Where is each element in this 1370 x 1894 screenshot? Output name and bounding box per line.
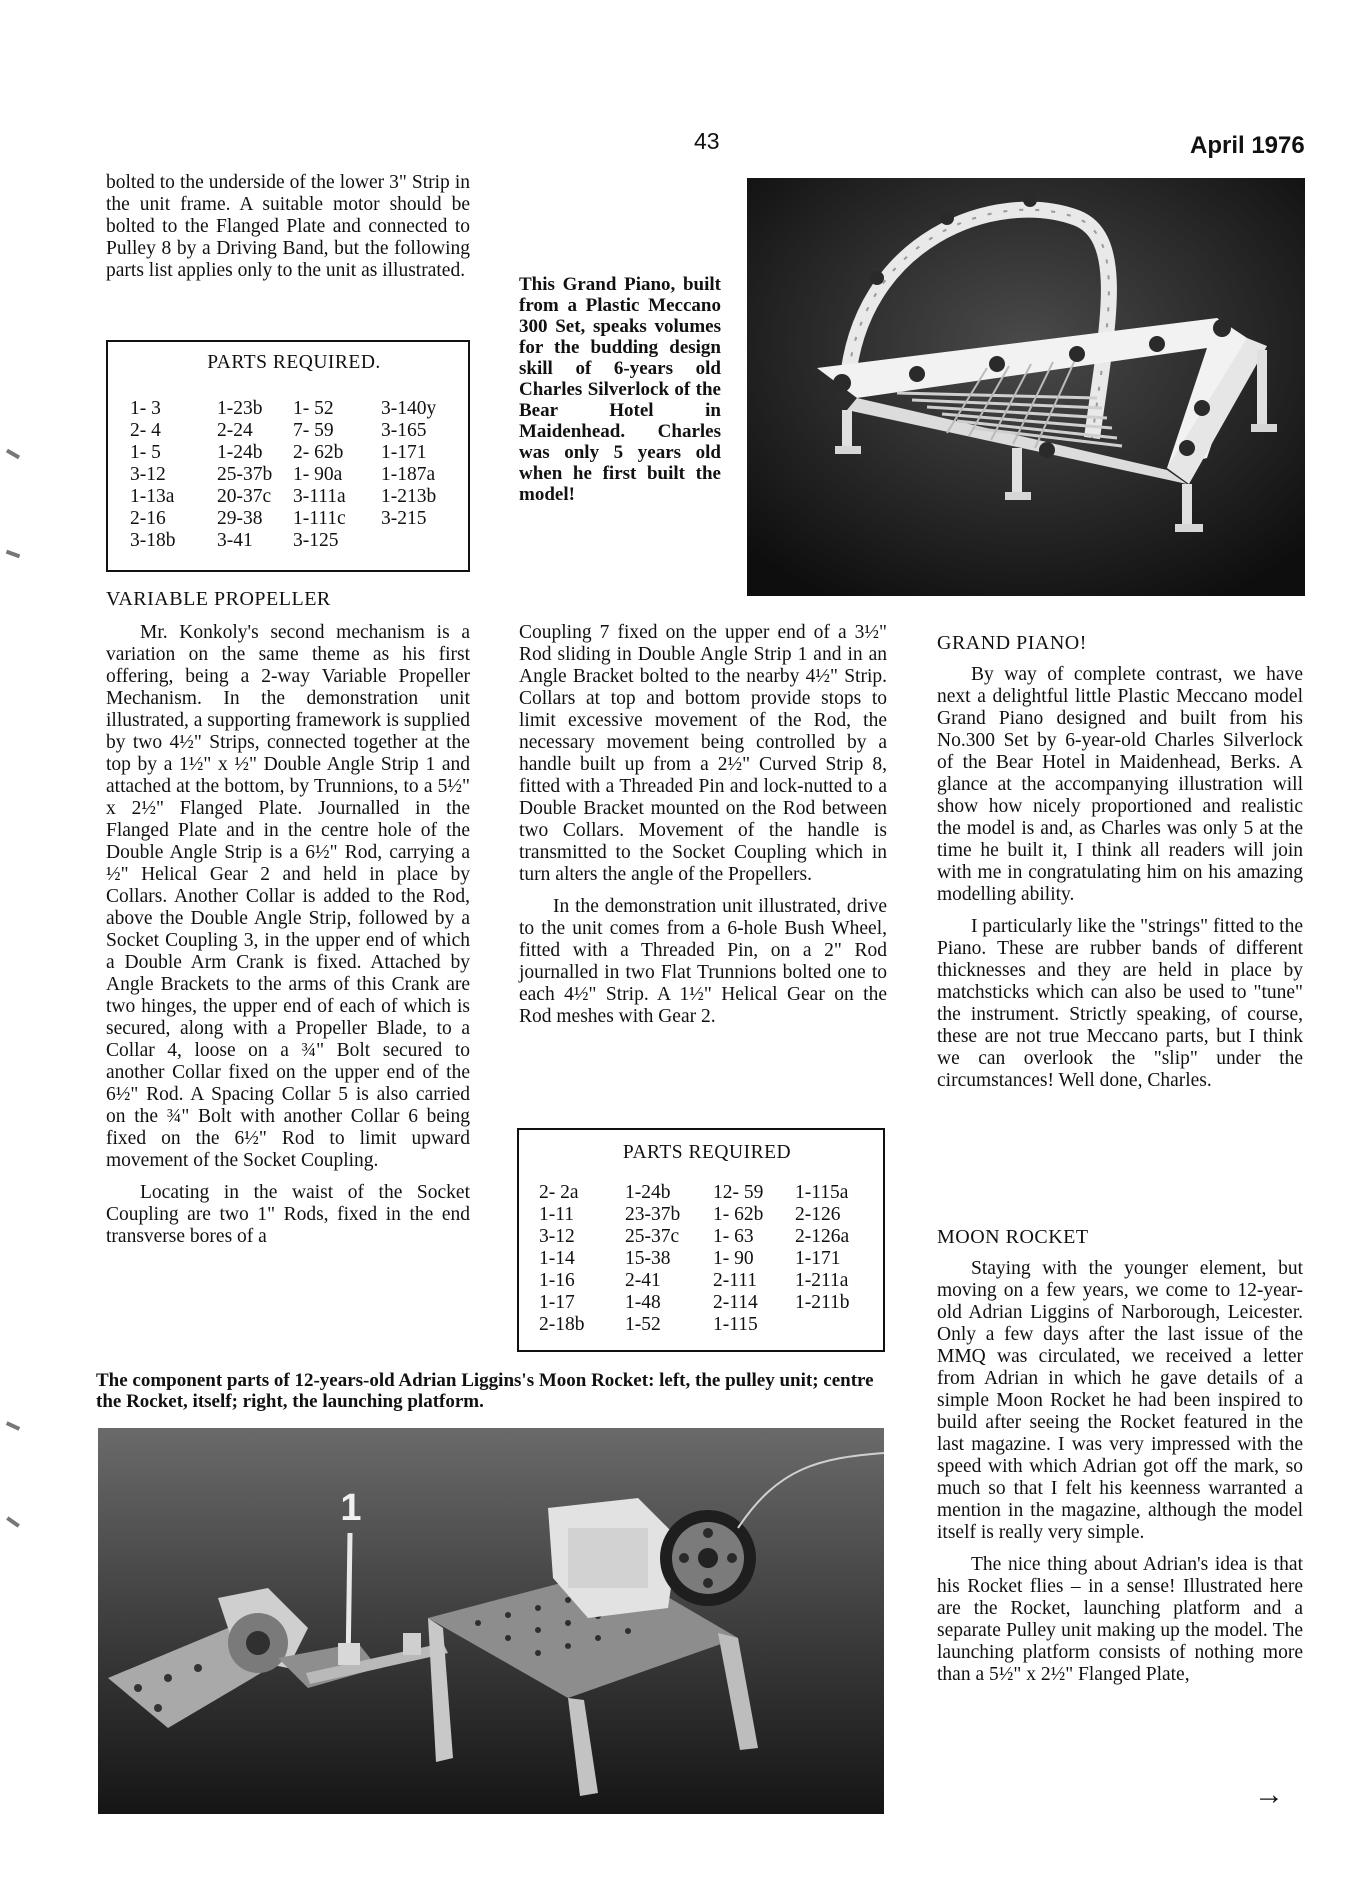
parts-cell: 3-215 — [381, 508, 427, 529]
parts-box-1-title: PARTS REQUIRED. — [207, 352, 381, 373]
rocket-label-1: 1 — [340, 1487, 362, 1529]
parts-cell: 2-41 — [625, 1270, 661, 1291]
section-heading-grand-piano: GRAND PIANO! — [937, 632, 1087, 654]
parts-cell: 1-171 — [381, 442, 427, 463]
parts-cell: 1-115a — [795, 1182, 849, 1203]
col1-para-2: Locating in the waist of the Socket Coupling are two 1" Rods, fixed in the end transverse bores of a — [106, 1182, 470, 1247]
col3-body-1 — [937, 664, 1303, 1092]
parts-cell: 2- 4 — [130, 420, 161, 441]
grand-piano-illustration — [747, 178, 1305, 596]
col1-para-1: Mr. Konkoly's second mechanism is a variation on the same theme as his first offering, being a 2-way Variable Propeller Mechanism. In the demonstration unit illustrated, a supporting framework is supplied by two 4½" Strips, connected together at the top by a 1½" x ½" Double Angle Strip 1 and attached at the bottom, by Trunnions, to a 5½" x 2½" Flanged Plate. Journalled in the Flanged Plate and in the centre hole of the Double Angle Strip is a 6½" Rod, carrying a ½" Helical Gear 2 and held in place by Collars. Another Collar is added to the Rod, above the Double Angle Strip, followed by a Socket Coupling 3, in the upper end of which a Double Arm Crank is fixed. Attached by Angle Brackets to the arms of this Crank are two hinges, the upper end of each of which is secured, along with a Propeller Blade, to a Collar 4, loose on a ¾" Bolt secured to another Collar fixed on the upper end of the 6½" Rod. A Spacing Collar 5 is also carried on the ¾" Bolt with another Collar 6 being fixed on the 6½" Rod to limit upward movement of the Socket Coupling. — [106, 622, 470, 1171]
col2-body — [519, 622, 887, 1028]
parts-cell: 3-41 — [217, 530, 253, 551]
issue-date: April 1976 — [1190, 132, 1305, 159]
parts-cell: 1-115 — [713, 1314, 758, 1335]
parts-cell: 1-24b — [625, 1182, 671, 1203]
col1-body — [106, 622, 470, 1248]
col2-para-2: In the demonstration unit illustrated, drive to the unit comes from a 6-hole Bush Wheel, fitted with a Threaded Pin, on a 2" Rod journalled in two Flat Trunnions bolted one to each 4½" Strip. A 1½" Helical Gear on the Rod meshes with Gear 2. — [519, 896, 887, 1027]
parts-cell: 1- 63 — [713, 1226, 754, 1247]
margin-mark — [6, 1421, 20, 1431]
parts-cell: 1-14 — [539, 1248, 575, 1269]
col3-body-2 — [937, 1258, 1303, 1686]
parts-cell: 1-52 — [625, 1314, 661, 1335]
parts-cell: 1-211a — [795, 1270, 849, 1291]
parts-box-1 — [106, 340, 470, 572]
parts-box-1-grid — [130, 398, 458, 552]
parts-cell: 2-114 — [713, 1292, 758, 1313]
parts-cell: 1- 90a — [293, 464, 343, 485]
parts-cell: 1- 5 — [130, 442, 161, 463]
parts-cell: 3-12 — [130, 464, 166, 485]
col3-para-3: Staying with the younger element, but moving on a few years, we come to 12-year-old Adrian Liggins of Narborough, Leicester. Only a few days after the last issue of the MMQ was circulated, we received a letter from Adrian in which he gave details of a simple Moon Rocket he had been inspired to build after seeing the Rocket featured in the last magazine. I was very impressed with the speed with which Adrian got off the mark, so much so that I felt his keenness warranted a mention in the magazine, although the model itself is really very simple. — [937, 1258, 1303, 1543]
parts-cell: 20-37c — [217, 486, 272, 507]
section-heading-variable-propeller: VARIABLE PROPELLER — [106, 588, 331, 610]
col3-para-2: I particularly like the "strings" fitted to the Piano. These are rubber bands of different thicknesses and they are held in place by matchsticks which can also be used to "tune" the instrument. Strictly speaking, of course, these are not true Meccano parts, but I think we can overlook the "slip" under the circumstances! Well done, Charles. — [937, 916, 1303, 1091]
col2-para-1: Coupling 7 fixed on the upper end of a 3½" Rod sliding in Double Angle Strip 1 and in an Angle Bracket bolted to the nearby 4½" Strip. Collars at top and bottom provide stops to limit excessive movement of the Rod, the necessary movement being controlled by a handle built up from a 2½" Curved Strip 8, fitted with a Threaded Pin and lock-nutted to a Double Bracket mounted on the Rod between two Collars. Movement of the handle is transmitted to the Socket Coupling which in turn alters the angle of the Propellers. — [519, 622, 887, 885]
parts-cell: 2-126 — [795, 1204, 841, 1225]
margin-mark — [6, 1516, 20, 1527]
parts-cell: 2-18b — [539, 1314, 585, 1335]
parts-cell: 3-12 — [539, 1226, 575, 1247]
grand-piano-photo — [747, 178, 1305, 596]
parts-cell: 1- 90 — [713, 1248, 754, 1269]
margin-mark — [6, 550, 21, 559]
parts-cell: 3-140y — [381, 398, 437, 419]
parts-cell: 1- 52 — [293, 398, 334, 419]
col1-intro-text: bolted to the underside of the lower 3" Strip in the unit frame. A suitable motor should be bolted to the Flanged Plate and connected to Pulley 8 by a Driving Band, but the following parts list applies only to the unit as illustrated. — [106, 172, 470, 281]
moon-rocket-photo — [98, 1428, 884, 1814]
parts-cell: 1-171 — [795, 1248, 841, 1269]
continue-arrow-icon: → — [1254, 1778, 1284, 1811]
parts-cell: 3-125 — [293, 530, 339, 551]
col3-para-4: The nice thing about Adrian's idea is that his Rocket flies – in a sense! Illustrated here are the Rocket, launching platform and a separate Pulley unit making up the model. The launching platform consists of nothing more than a 5½" x 2½" Flanged Plate, — [937, 1554, 1303, 1685]
parts-cell: 1-23b — [217, 398, 263, 419]
moon-rocket-illustration — [98, 1428, 884, 1814]
piano-caption: This Grand Piano, built from a Plastic Meccano 300 Set, speaks volumes for the budding design skill of 6-years old Charles Silverlock of the Bear Hotel in Maidenhead. Charles was only 5 years old when he first built the model! — [519, 274, 721, 505]
col3-para-1: By way of complete contrast, we have next a delightful little Plastic Meccano model Grand Piano designed and built from his No.300 Set by 6-year-old Charles Silverlock of the Bear Hotel in Maidenhead, Berks. A glance at the accompanying illustration will show how nicely proportioned and realistic the model is and, as Charles was only 5 at the time he built it, I think all readers will join with me in congratulating him on his amazing modelling ability. — [937, 664, 1303, 905]
parts-cell: 1-24b — [217, 442, 263, 463]
margin-mark — [6, 449, 20, 459]
parts-cell: 1-48 — [625, 1292, 661, 1313]
parts-cell: 1-16 — [539, 1270, 575, 1291]
page-number: 43 — [694, 128, 720, 154]
parts-cell — [381, 530, 471, 552]
parts-cell: 2- 62b — [293, 442, 344, 463]
parts-cell: 1-211b — [795, 1292, 850, 1313]
parts-cell: 1-111c — [293, 508, 346, 529]
parts-cell: 1-187a — [381, 464, 436, 485]
parts-box-2-title: PARTS REQUIRED — [622, 1142, 792, 1163]
parts-cell: 12- 59 — [713, 1182, 764, 1203]
parts-box-2 — [517, 1128, 885, 1352]
rocket-caption: The component parts of 12-years-old Adrian Liggins's Moon Rocket: left, the pulley unit; centre the Rocket, itself; right, the launching platform. — [96, 1370, 874, 1412]
parts-cell: 25-37c — [625, 1226, 680, 1247]
parts-cell: 3-111a — [293, 486, 346, 507]
parts-cell: 15-38 — [625, 1248, 671, 1269]
parts-cell: 29-38 — [217, 508, 263, 529]
parts-cell: 1- 3 — [130, 398, 161, 419]
parts-cell — [795, 1314, 887, 1336]
col1-intro — [106, 172, 470, 282]
parts-cell: 1-213b — [381, 486, 437, 507]
parts-cell: 1-17 — [539, 1292, 575, 1313]
parts-cell: 2-126a — [795, 1226, 850, 1247]
parts-cell: 23-37b — [625, 1204, 681, 1225]
section-heading-moon-rocket: MOON ROCKET — [937, 1226, 1089, 1248]
parts-cell: 7- 59 — [293, 420, 334, 441]
parts-cell: 2-16 — [130, 508, 166, 529]
parts-cell: 1-11 — [539, 1204, 575, 1225]
parts-cell: 25-37b — [217, 464, 273, 485]
parts-cell: 3-18b — [130, 530, 176, 551]
parts-cell: 2-111 — [713, 1270, 758, 1291]
parts-cell: 2- 2a — [539, 1182, 579, 1203]
parts-cell: 1-13a — [130, 486, 175, 507]
parts-box-2-grid — [539, 1182, 875, 1336]
parts-cell: 2-24 — [217, 420, 253, 441]
parts-cell: 1- 62b — [713, 1204, 764, 1225]
parts-cell: 3-165 — [381, 420, 427, 441]
